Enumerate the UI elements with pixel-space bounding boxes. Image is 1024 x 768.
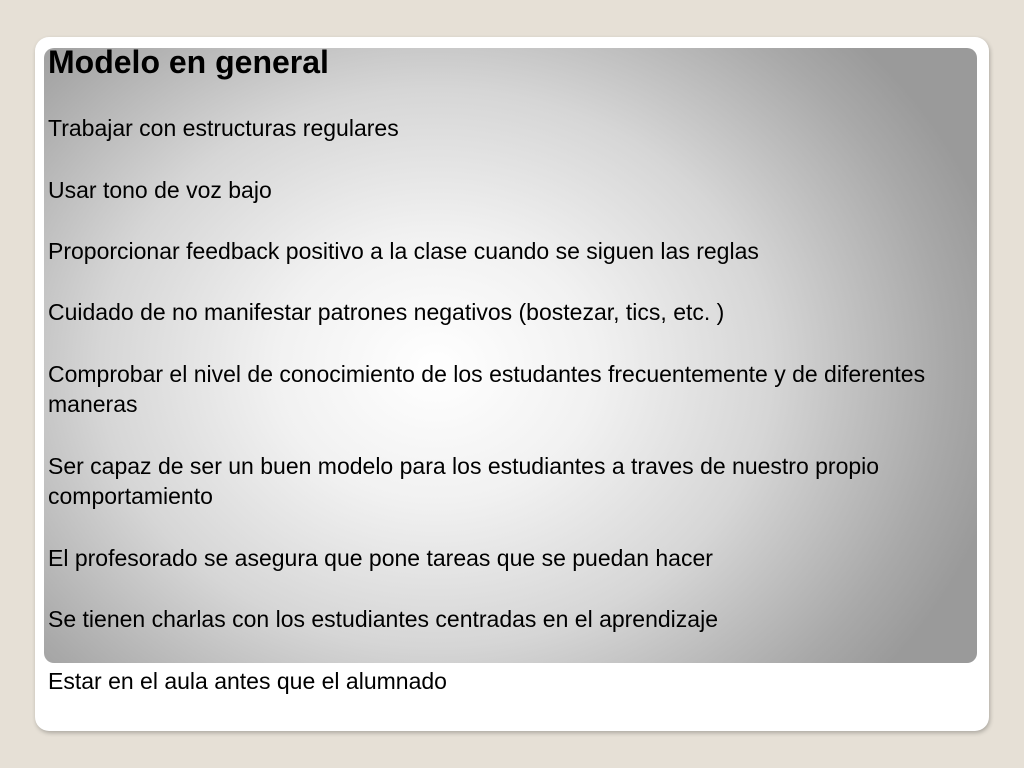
- bullet-item: Ser capaz de ser un buen modelo para los estudiantes a traves de nuestro propio comportamiento: [48, 453, 880, 509]
- bullet-item: Cuidado de no manifestar patrones negativos (bostezar, tics, etc. ): [48, 299, 725, 325]
- slide-title: Modelo en general: [48, 44, 329, 80]
- bullet-item: Trabajar con estructuras regulares: [48, 115, 399, 141]
- bullet-item: Proporcionar feedback positivo a la clase cuando se siguen las reglas: [48, 238, 759, 264]
- bullet-item: Se tienen charlas con los estudiantes centradas en el aprendizaje: [48, 606, 718, 632]
- bullet-item: El profesorado se asegura que pone tareas que se puedan hacer: [48, 545, 713, 571]
- bullet-item: Comprobar el nivel de conocimiento de los estudantes frecuentemente y de diferentes maneras: [48, 361, 926, 417]
- bullet-item: Usar tono de voz bajo: [48, 177, 272, 203]
- bullet-item: Estar en el aula antes que el alumnado: [48, 668, 447, 694]
